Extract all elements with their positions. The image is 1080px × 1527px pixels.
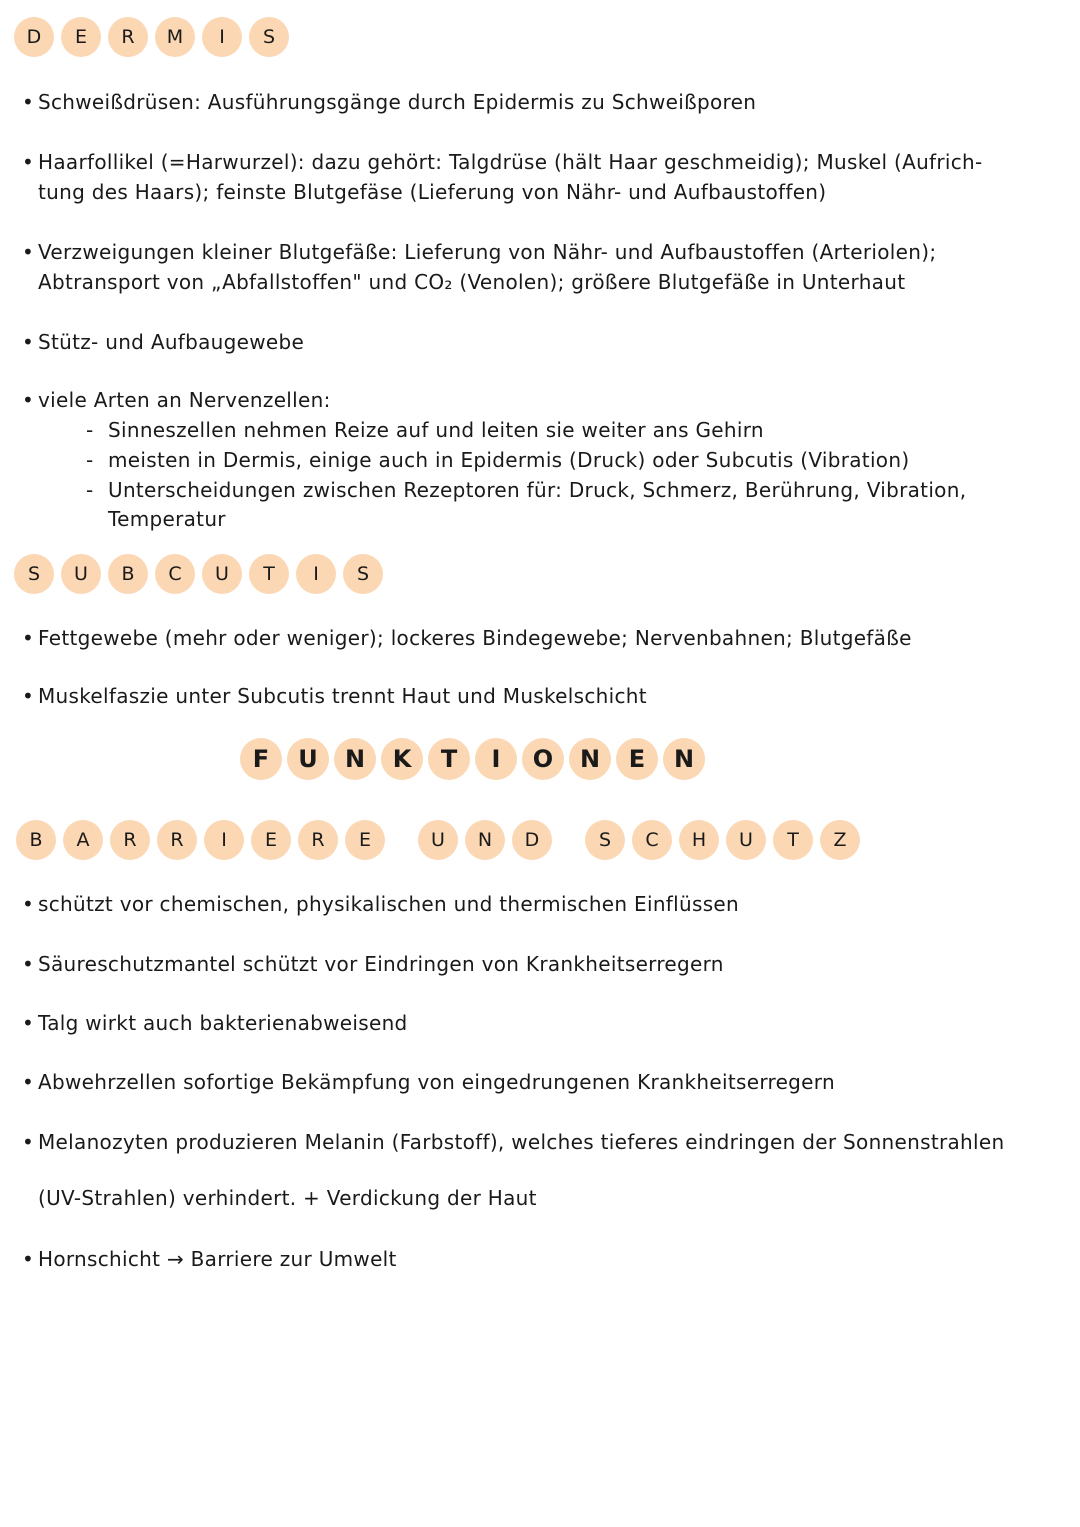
list-item: • Hornschicht → Barriere zur Umwelt	[22, 1247, 397, 1271]
heading-letter: S	[343, 554, 383, 594]
heading-letter: O	[522, 738, 564, 780]
heading-letter: N	[663, 738, 705, 780]
list-item: • schützt vor chemischen, physikalischen und thermischen Einflüssen	[22, 892, 740, 916]
heading-letter: U	[61, 554, 101, 594]
heading-letter: T	[428, 738, 470, 780]
heading-barriere-und-schutz	[16, 820, 867, 860]
heading-letter: U	[287, 738, 329, 780]
bullet-icon: •	[22, 1070, 35, 1094]
heading-letter: U	[726, 820, 766, 860]
heading-letter: S	[249, 17, 289, 57]
sub-list-item: - Sinneszellen nehmen Reize auf und leiten sie weiter ans Gehirn	[86, 418, 764, 442]
heading-letter: R	[110, 820, 150, 860]
sub-list-item-continuation: Temperatur	[108, 507, 226, 531]
heading-letter: A	[63, 820, 103, 860]
sub-list-item: - meisten in Dermis, einige auch in Epidermis (Druck) oder Subcutis (Vibration)	[86, 448, 910, 472]
bullet-icon: •	[22, 626, 35, 650]
heading-letter: C	[155, 554, 195, 594]
bullet-icon: •	[22, 388, 35, 412]
heading-letter: C	[632, 820, 672, 860]
heading-word	[585, 820, 867, 860]
list-item: • Abwehrzellen sofortige Bekämpfung von eingedrungenen Krankheitserregern	[22, 1070, 835, 1094]
bullet-icon: •	[22, 1011, 35, 1035]
heading-letter: T	[249, 554, 289, 594]
heading-letter: E	[61, 17, 101, 57]
list-item: • Schweißdrüsen: Ausführungsgänge durch Epidermis zu Schweißporen	[22, 90, 757, 114]
list-item: • Muskelfaszie unter Subcutis trennt Haut und Muskelschicht	[22, 684, 647, 708]
dash-icon: -	[86, 448, 94, 472]
heading-letter: B	[16, 820, 56, 860]
heading-letter: D	[512, 820, 552, 860]
list-item: • viele Arten an Nervenzellen:	[22, 388, 331, 412]
heading-letter: I	[296, 554, 336, 594]
bullet-icon: •	[22, 1130, 35, 1154]
list-item-continuation: (UV-Strahlen) verhindert. + Verdickung der Haut	[38, 1186, 537, 1210]
list-item-continuation: Abtransport von „Abfallstoffen" und CO₂ (Venolen); größere Blutgefäße in Unterhaut	[38, 270, 906, 294]
list-item-continuation: tung des Haars); feinste Blutgefäse (Lieferung von Nähr- und Aufbaustoffen)	[38, 180, 827, 204]
heading-letter: U	[202, 554, 242, 594]
bullet-icon: •	[22, 684, 35, 708]
bullet-icon: •	[22, 1247, 35, 1271]
heading-letter: R	[157, 820, 197, 860]
heading-letter: N	[334, 738, 376, 780]
bullet-icon: •	[22, 892, 35, 916]
heading-letter: F	[240, 738, 282, 780]
heading-letter: T	[773, 820, 813, 860]
heading-word	[16, 820, 392, 860]
heading-letter: U	[418, 820, 458, 860]
heading-letter: B	[108, 554, 148, 594]
heading-letter: K	[381, 738, 423, 780]
list-item: • Haarfollikel (=Harwurzel): dazu gehört: Talgdrüse (hält Haar geschmeidig); Muskel (Aufrich-	[22, 150, 983, 174]
heading-word	[14, 554, 390, 594]
list-item: • Verzweigungen kleiner Blutgefäße: Lieferung von Nähr- und Aufbaustoffen (Arteriolen);	[22, 240, 937, 264]
bullet-icon: •	[22, 150, 35, 174]
heading-dermis	[14, 17, 296, 57]
heading-letter: E	[616, 738, 658, 780]
bullet-icon: •	[22, 90, 35, 114]
heading-letter: S	[14, 554, 54, 594]
bullet-icon: •	[22, 330, 35, 354]
heading-subcutis	[14, 554, 390, 594]
heading-letter: N	[465, 820, 505, 860]
heading-letter: N	[569, 738, 611, 780]
heading-funktionen	[240, 738, 710, 780]
heading-letter: R	[298, 820, 338, 860]
list-item: • Talg wirkt auch bakterienabweisend	[22, 1011, 408, 1035]
bullet-icon: •	[22, 952, 35, 976]
heading-letter: S	[585, 820, 625, 860]
heading-letter: I	[204, 820, 244, 860]
heading-letter: M	[155, 17, 195, 57]
heading-letter: Z	[820, 820, 860, 860]
list-item: • Stütz- und Aufbaugewebe	[22, 330, 305, 354]
dash-icon: -	[86, 418, 94, 442]
dash-icon: -	[86, 478, 94, 502]
heading-word	[14, 17, 296, 57]
list-item: • Säureschutzmantel schützt vor Eindringen von Krankheitserregern	[22, 952, 724, 976]
heading-letter: E	[345, 820, 385, 860]
bullet-icon: •	[22, 240, 35, 264]
list-item: • Fettgewebe (mehr oder weniger); lockeres Bindegewebe; Nervenbahnen; Blutgefäße	[22, 626, 912, 650]
heading-word	[418, 820, 559, 860]
heading-letter: D	[14, 17, 54, 57]
sub-list-item: - Unterscheidungen zwischen Rezeptoren für: Druck, Schmerz, Berührung, Vibration,	[86, 478, 967, 502]
heading-letter: I	[475, 738, 517, 780]
heading-letter: E	[251, 820, 291, 860]
list-item: • Melanozyten produzieren Melanin (Farbstoff), welches tieferes eindringen der Sonnenstrahlen	[22, 1130, 1005, 1154]
heading-letter: I	[202, 17, 242, 57]
heading-word	[240, 738, 710, 780]
heading-letter: R	[108, 17, 148, 57]
heading-letter: H	[679, 820, 719, 860]
